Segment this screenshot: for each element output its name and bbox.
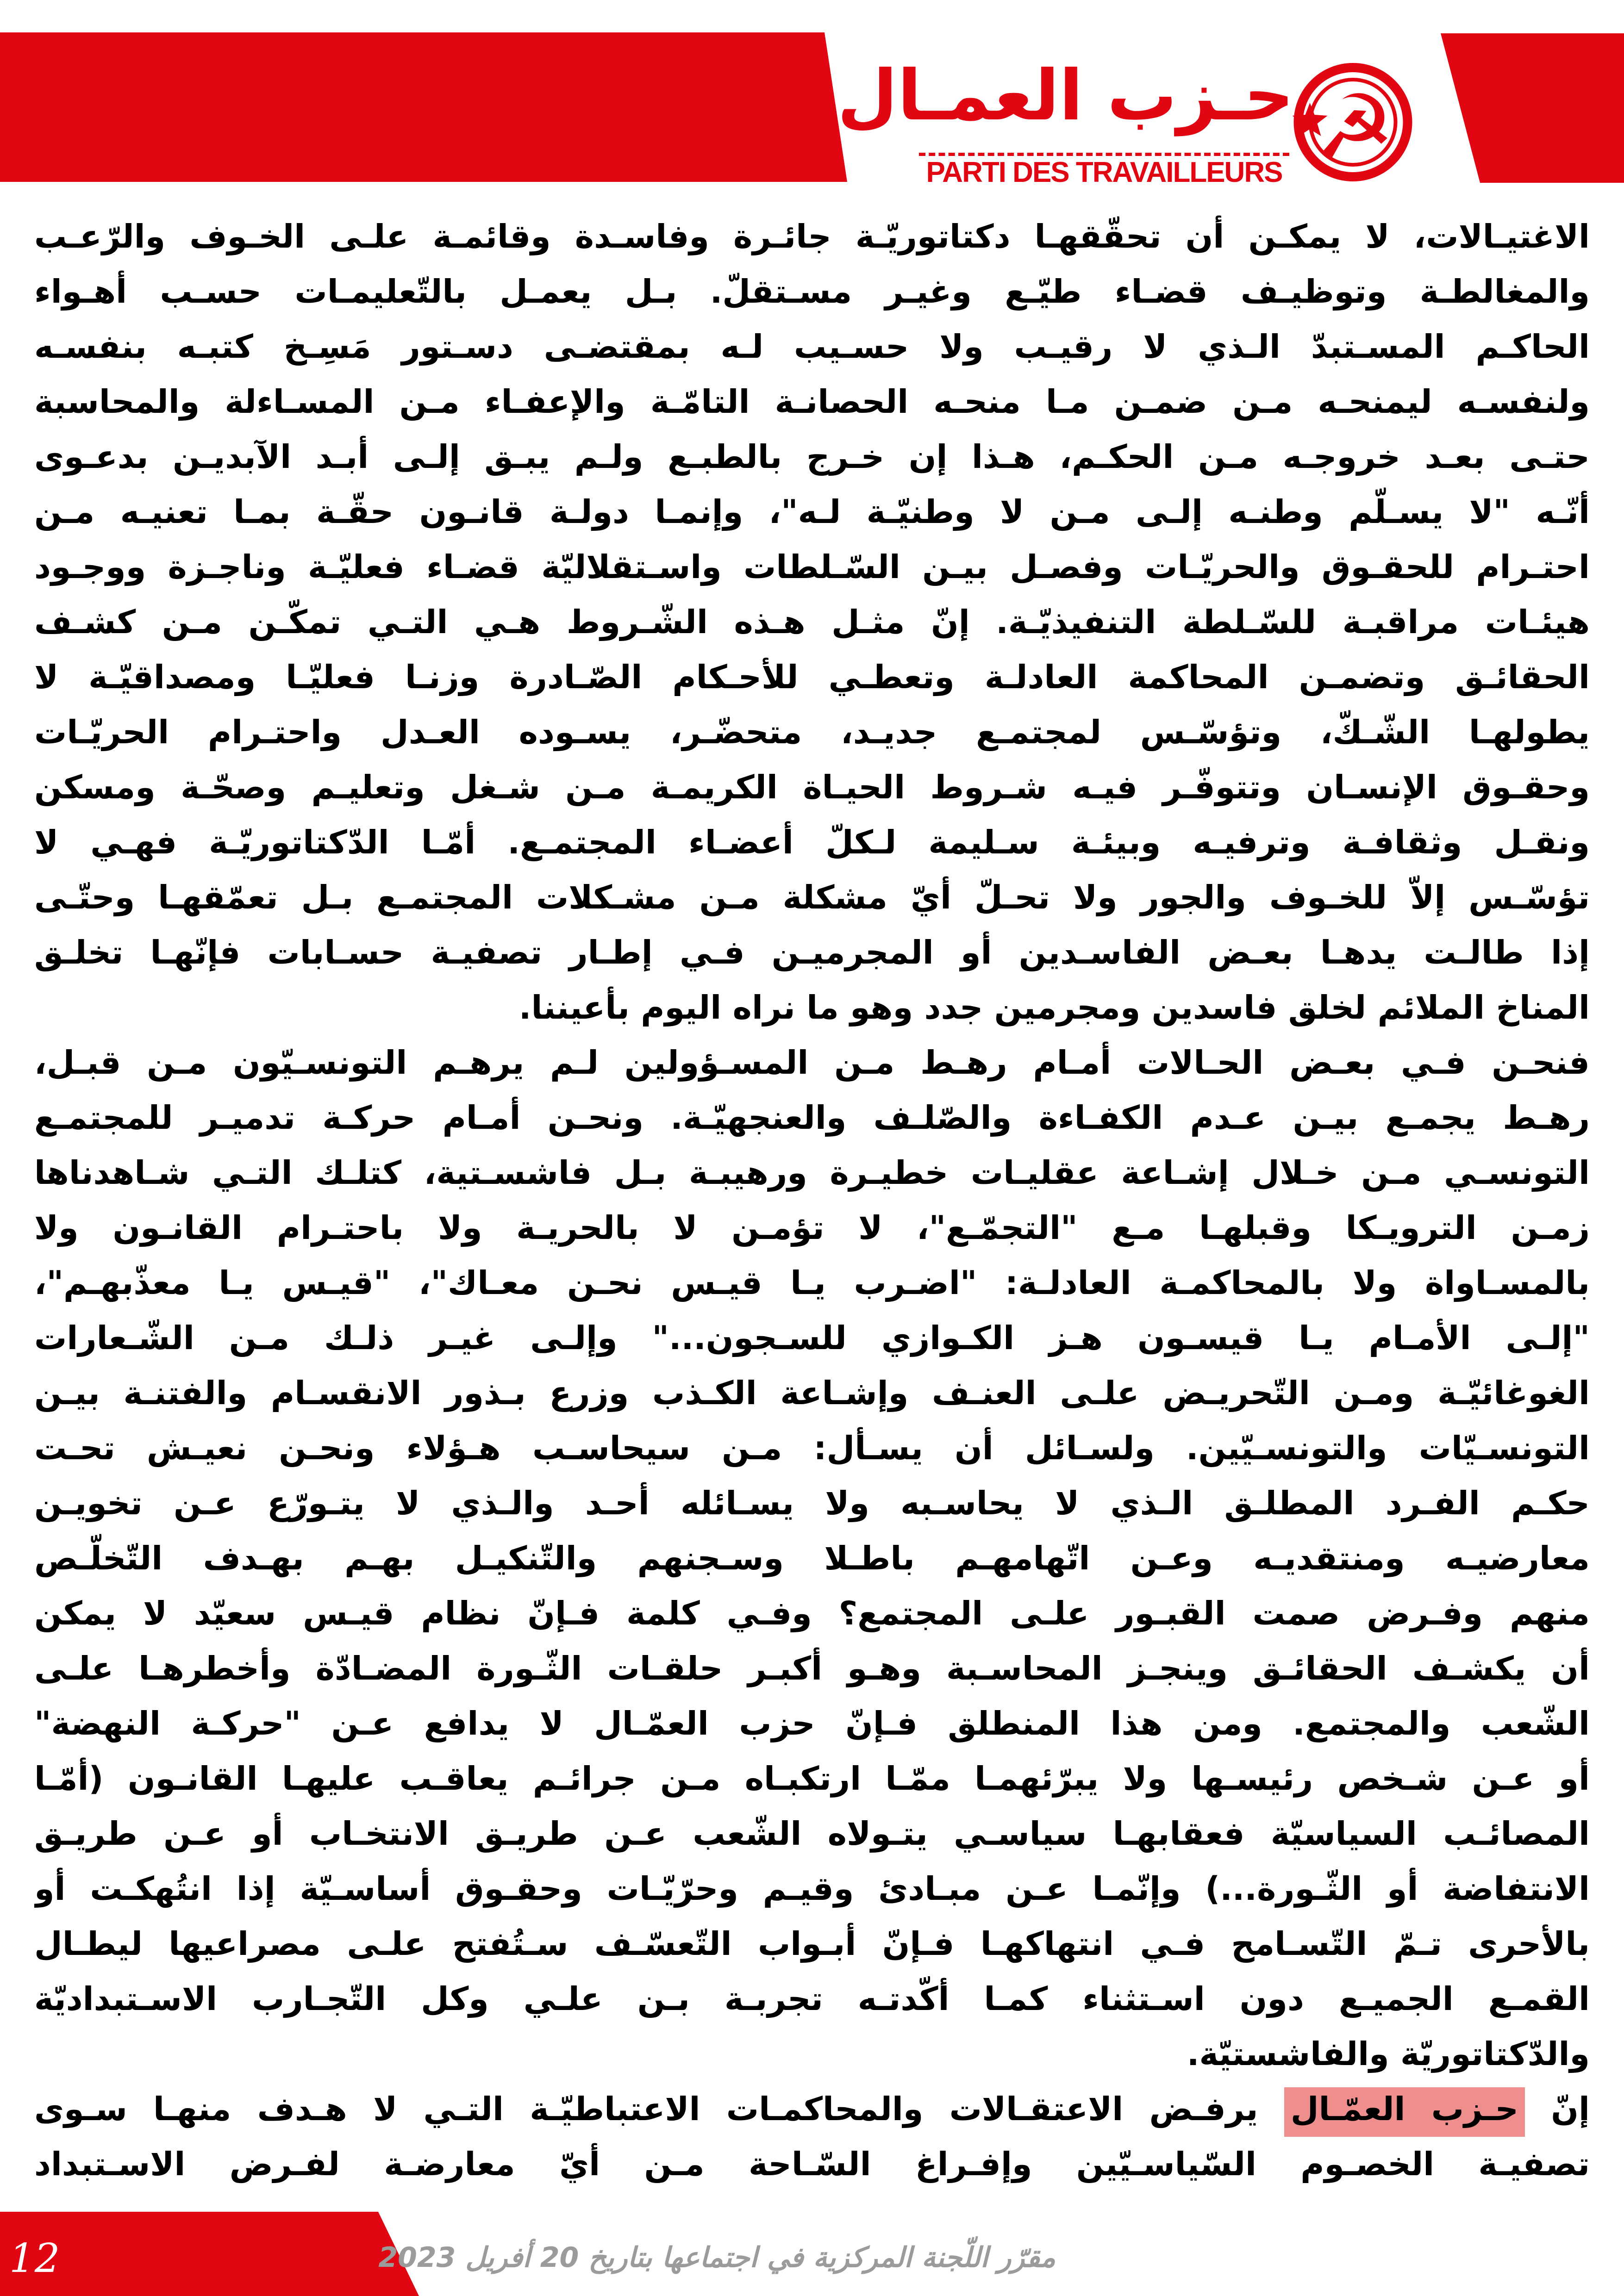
body-line-text: يطولهـا الشّـكّ، وتؤسّـس لمجتمـع جديـد، متحضّـر، يسـوده العـدل واحتـرام الحريّـات [34, 713, 1590, 751]
body-line-text: ولنفسـه ليمنحـه مـن ضمـن مـا منحـه الحصانـة التامّـة والإعفـاء مـن المسـاءلة والمحاسبة [34, 383, 1590, 421]
body-line-text: الاغتيـالات، لا يمكـن أن تحقّقهـا دكتاتوريّـة جائـرة وفاسـدة وقائمـة علـى الخـوف والرّعـب [34, 218, 1590, 255]
body-line [34, 1696, 1590, 1751]
body-line-text: أو عـن شـخص رئيسـها ولا يبرّئهمـا ممّـا ارتكبـاه مـن جرائـم يعاقـب عليهـا القانـون (أمّـا [34, 1760, 1590, 1798]
body-line-text: تؤسّـس إلاّ للخـوف والجور ولا تحـلّ أيّ مشكلة مـن مشـكلات المجتمـع بـل تعمّقهـا وحتّـى [34, 878, 1590, 916]
body-line-text: الشّعب والمجتمع. ومن هذا المنطلق فـإنّ حزب العمّـال لا يدافع عـن "حركـة النهضة" [34, 1705, 1590, 1742]
body-line [34, 429, 1590, 485]
body-line [34, 485, 1590, 540]
body-line [34, 1916, 1590, 1972]
body-line [34, 374, 1590, 429]
body-line-text: إذا طالـت يدهـا بعـض الفاسـدين أو المجرميـن فـي إطـار تصفيـة حسـابات فإنّهـا تخلـق [34, 933, 1590, 971]
body-line [34, 760, 1590, 815]
body-line-text: معارضيـه ومنتقديـه وعـن اتّهامهـم باطـلا وسـجنهم والتّنكيـل بهـم بهـدف التّخلّـص [34, 1539, 1590, 1577]
body-line [34, 870, 1590, 925]
body-line [34, 1972, 1590, 2027]
body-text [34, 209, 1590, 2192]
body-line [34, 595, 1590, 650]
body-line [34, 815, 1590, 870]
body-line-text: الحقائـق وتضمـن المحاكمة العادلـة وتعطـي للأحـكام الصّـادرة وزنـا فعليّـا ومصداقيّـة لا [34, 658, 1590, 696]
body-line-text: التونسـي مـن خـلال إشـاعة عقليـات خطيـرة ورهيبـة بـل فاشسـتية، كتلـك التـي شـاهدناها [34, 1154, 1590, 1192]
body-line-text: أن يكشـف الحقائـق وينجـز المحاسـبة وهـو أكبـر حلقـات الثّـورة المضـادّة وأخطرهـا علـى [34, 1649, 1590, 1687]
body-line-text: الغوغائيّـة ومـن التّحريـض علـى العنـف وإشـاعة الكـذب وزرع بـذور الانقسـام والفتنـة بيـن [34, 1374, 1590, 1412]
body-line-text: بالمسـاواة ولا بالمحاكمـة العادلـة: "اضـرب يـا قيـس نحـن معـاك"، "قيـس يـا معذّبهـم"، [34, 1264, 1590, 1302]
body-line [34, 2137, 1590, 2192]
footer-note: مقرّر اللّجنة المركزية في اجتماعها بتاريخ 20 أفريل 2023 [378, 2241, 1056, 2274]
body-line-text: الحاكـم المسـتبدّ الـذي لا رقيـب ولا حسـيب لـه بمقتضـى دسـتور مَسِـخ كتبـه بنفسـه [34, 328, 1590, 366]
highlighted-text: حـزب العمّـال [1284, 2087, 1525, 2137]
body-line [34, 1806, 1590, 1861]
party-latin-title: PARTI DES TRAVAILLEURS [926, 156, 1282, 188]
page-number: 12 [9, 2235, 60, 2282]
body-line-text: احتـرام للحقـوق والحريّـات وفصـل بيـن السّـلطات واسـتقلاليّة قضـاء فعليّـة وناجـزة ووجـود [34, 548, 1590, 586]
body-line-text: "إلـى الأمـام يـا قيسـون هـز الكـوازي للسـجون..." وإلـى غيـر ذلـك مـن الشّـعارات [34, 1319, 1590, 1357]
body-line [34, 264, 1590, 319]
body-line [34, 650, 1590, 705]
body-line [34, 1201, 1590, 1256]
body-line-text: منهم وفـرض صمت القبـور علـى المجتمع؟ وفـي كلمة فـإنّ نظام قيـس سعيّد لا يمكن [34, 1594, 1590, 1632]
body-line [34, 705, 1590, 760]
header-red-bar-left [0, 32, 847, 182]
body-line-text: هيئـات مراقبـة للسّـلطة التنفيذيّـة. إنّ مثـل هـذه الشّـروط هـي التـي تمكّـن مـن كشـف [34, 603, 1590, 641]
body-line [34, 2082, 1590, 2137]
body-line-text: التونسـيّات والتونسـيّين. ولسـائل أن يسـأل: مـن سيحاسـب هـؤلاء ونحـن نعيـش تحـت [34, 1429, 1590, 1467]
body-line [34, 2027, 1590, 2082]
body-line-text: القمـع الجميـع دون اسـتثناء كمـا أكّدتـه تجربـة بـن علـي وكل التّجـارب الاسـتبداديّة [34, 1980, 1590, 2018]
hammer-sickle-icon: ☭ [1316, 76, 1395, 178]
body-line-text: أنّـه "لا يسـلّم وطنـه إلـى مـن لا وطنيّـة لـه"، وإنمـا دولـة قانـون حقّـة بمـا تعنيـه مـن [34, 493, 1590, 531]
body-line [34, 1531, 1590, 1586]
footer-red-wedge [0, 2212, 419, 2296]
title-dashed-divider [919, 153, 1289, 156]
body-line-text: الانتفاضة أو الثّـورة...) وإنّمـا عـن مبـادئ وقيـم وحرّيّـات وحقـوق أساسـيّة إذا انتُهكـت أو [34, 1870, 1590, 1908]
body-line [34, 1256, 1590, 1311]
body-line [34, 980, 1590, 1035]
party-emblem [1285, 52, 1421, 195]
body-line [34, 209, 1590, 264]
body-line [34, 1035, 1590, 1090]
body-line [34, 1861, 1590, 1916]
body-line-text: ونقـل وثقافـة وترفيـه وبيئـة سـليمة لـكلّ أعضـاء المجتمـع. أمّـا الدّكتاتوريّـة فهـي لا [34, 823, 1590, 861]
body-line-text: حكـم الفـرد المطلـق الـذي لا يحاسـبه ولا يسـائله أحـد والـذي لا يتـورّع عـن تخويـن [34, 1484, 1590, 1522]
body-line-text: يرفـض الاعتقـالات والمحاكمـات الاعتباطيّـة التـي لا هـدف منهـا سـوى [34, 2090, 1284, 2128]
header-red-bar-right [1441, 33, 1624, 183]
body-line [34, 1421, 1590, 1476]
body-line-text: حتـى بعـد خروجـه مـن الحكـم، هـذا إن خـرج بالطبـع ولـم يبـق إلـى أبـد الآبديـن بدعـوى [34, 438, 1590, 476]
body-line-text: وحقـوق الإنسـان وتتوفّـر فيـه شـروط الحيـاة الكريمـة مـن شـغل وتعليـم وصحّـة ومسكن [34, 768, 1590, 806]
body-line [34, 319, 1590, 374]
body-line [34, 1641, 1590, 1696]
body-line-text: المناخ الملائم لخلق فاسدين ومجرمين جدد وهو ما نراه اليوم بأعيننا. [518, 989, 1590, 1027]
body-line-text: والدّكتاتوريّة والفاشستيّة. [1187, 2035, 1590, 2073]
body-line [34, 1751, 1590, 1806]
body-line [34, 1366, 1590, 1421]
body-line-text: زمـن الترويـكا وقبلهـا مـع "التجمّـع"، لا تؤمـن لا بالحريـة ولا باحتـرام القانـون ولا [34, 1209, 1590, 1247]
body-line-text: فنحـن فـي بعـض الحـالات أمـام رهـط مـن المسـؤولين لـم يرهـم التونسـيّون مـن قبـل، [34, 1044, 1590, 1082]
party-arabic-title: حـزب العمـال [837, 56, 1294, 136]
body-line-text: والمغالطـة وتوظيـف قضـاء طيّـع وغيـر مسـتقلّ. بـل يعمـل بالتّعليمـات حسـب أهـواء [34, 273, 1590, 311]
body-line-text: إنّ [1524, 2090, 1590, 2128]
body-line-text: المصائـب السياسيّة فعقابهـا سياسـي يتـولاه الشّعب عـن طريـق الانتخـاب أو عـن طريـق [34, 1815, 1590, 1853]
body-line [34, 1145, 1590, 1201]
body-line [34, 1586, 1590, 1641]
body-line [34, 925, 1590, 980]
body-line [34, 540, 1590, 595]
body-line [34, 1476, 1590, 1531]
body-line-text: تصفيـة الخصـوم السّياسـيّين وإفـراغ السّـاحة مـن أيّ معارضـة لفـرض الاسـتبداد [34, 2145, 1590, 2183]
body-line-text: بالأحرى تـمّ التّسـامح فـي انتهاكهـا فـإنّ أبـواب التّعسّـف سـتُفتح علـى مصراعيها ليطـال [34, 1925, 1590, 1963]
body-line [34, 1311, 1590, 1366]
body-line [34, 1090, 1590, 1145]
body-line-text: رهـط يجمـع بيـن عـدم الكفـاءة والصّلـف والعنجهيّـة. ونحـن أمـام حركـة تدميـر للمجتمـع [34, 1099, 1590, 1137]
